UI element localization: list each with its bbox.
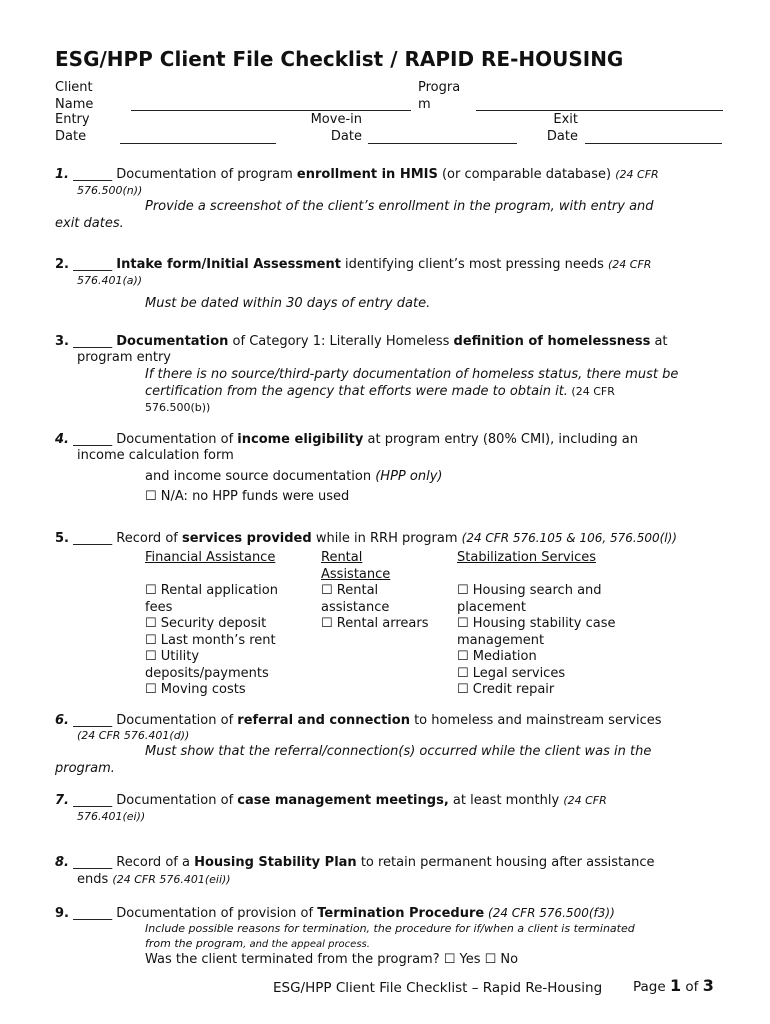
list-item: assistance — [321, 599, 390, 615]
item-4-na-checkbox[interactable]: ☐ N/A: no HPP funds were used — [145, 489, 350, 504]
terminated-question[interactable]: Was the client terminated from the program? ☐ Yes ☐ No — [145, 952, 519, 967]
item-1-note-cont: exit dates. — [55, 216, 124, 231]
item-7-citation: 576.401(ei)) — [77, 810, 146, 823]
checklist-item-2: 2. ______ Intake form/Initial Assessment identifying client’s most pressing needs (24 CFR — [55, 257, 652, 272]
entry-date-field[interactable] — [120, 143, 276, 144]
financial-assistance-list — [145, 583, 278, 699]
last-month-rent-checkbox[interactable]: ☐ Last month’s rent — [145, 632, 276, 648]
item-5-blank[interactable]: ______ — [73, 531, 113, 546]
exit-date-label: Exit Date — [546, 112, 578, 144]
program-label: Progra m — [418, 80, 461, 112]
list-item: deposits/payments — [145, 665, 269, 681]
item-6-note: Must show that the referral/connection(s) occurred while the client was in the — [145, 744, 652, 759]
rental-assistance-heading: Rental Assistance — [321, 550, 391, 582]
moving-costs-checkbox[interactable]: ☐ Moving costs — [145, 682, 246, 697]
item-6-note-cont: program. — [55, 761, 115, 776]
item-9-note: Include possible reasons for termination, the procedure for if/when a client is terminated — [145, 922, 635, 935]
checklist-item-1: 1. ______ Documentation of program enrollment in HMIS (or comparable database) (24 CFR — [55, 167, 659, 182]
checklist-item-8: 8. ______ Record of a Housing Stability Plan to retain permanent housing after assistance — [55, 855, 655, 870]
item-2-blank[interactable]: ______ — [73, 257, 113, 272]
item-2-citation: 576.401(a)) — [77, 274, 143, 287]
housing-stability-case-checkbox[interactable]: ☐ Housing stability case — [457, 616, 616, 631]
item-3-blank[interactable]: ______ — [73, 334, 113, 349]
checklist-item-4: 4. ______ Documentation of income eligibility at program entry (80% CMI), including an — [55, 432, 638, 447]
rental-application-fees-checkbox[interactable]: ☐ Rental application — [145, 583, 278, 598]
checklist-item-3: 3. ______ Documentation of Category 1: Literally Homeless definition of homelessness at — [55, 334, 668, 349]
rental-arrears-checkbox[interactable]: ☐ Rental arrears — [321, 616, 429, 631]
item-1-blank[interactable]: ______ — [73, 167, 113, 182]
program-field[interactable] — [476, 110, 723, 111]
exit-date-field[interactable] — [585, 143, 722, 144]
utility-deposits-checkbox[interactable]: ☐ Utility — [145, 649, 200, 664]
item-8-cont: ends (24 CFR 576.401(eii)) — [77, 872, 231, 887]
item-2-note: Must be dated within 30 days of entry date. — [145, 296, 431, 311]
item-7-blank[interactable]: ______ — [73, 793, 113, 808]
checklist-item-5: 5. ______ Record of services provided while in RRH program (24 CFR 576.105 & 106, 576.500(l)) — [55, 531, 677, 546]
client-name-field[interactable] — [131, 110, 411, 111]
item-1-citation: 576.500(n)) — [77, 184, 143, 197]
checklist-item-7: 7. ______ Documentation of case management meetings, at least monthly (24 CFR — [55, 793, 607, 808]
movein-date-field[interactable] — [368, 143, 517, 144]
financial-assistance-heading: Financial Assistance — [145, 550, 276, 565]
item-6-citation: (24 CFR 576.401(d)) — [77, 729, 190, 742]
list-item: placement — [457, 599, 526, 615]
page-title: ESG/HPP Client File Checklist / RAPID RE-HOUSING — [55, 47, 624, 71]
rental-assistance-list — [321, 583, 429, 633]
checklist-item-6: 6. ______ Documentation of referral and connection to homeless and mainstream services — [55, 713, 662, 728]
item-4-cont: income calculation form — [77, 448, 234, 463]
item-3-citation: 576.500(b)) — [145, 401, 211, 414]
list-item: fees — [145, 599, 173, 615]
movein-date-label: Move-in Date — [310, 112, 362, 144]
footer-title: ESG/HPP Client File Checklist – Rapid Re-Housing — [273, 980, 603, 996]
housing-search-checkbox[interactable]: ☐ Housing search and — [457, 583, 602, 598]
item-9-note-cont: from the program, and the appeal process. — [145, 937, 370, 950]
item-4-cont-2: and income source documentation (HPP only) — [145, 469, 443, 484]
item-9-blank[interactable]: ______ — [73, 906, 113, 921]
stabilization-services-heading: Stabilization Services — [457, 550, 597, 565]
item-3-note-cont: certification from the agency that efforts were made to obtain it. (24 CFR — [145, 384, 615, 399]
mediation-checkbox[interactable]: ☐ Mediation — [457, 649, 537, 664]
entry-date-label: Entry Date — [55, 112, 90, 144]
item-3-cont: program entry — [77, 350, 171, 365]
rental-assistance-checkbox[interactable]: ☐ Rental — [321, 583, 379, 598]
credit-repair-checkbox[interactable]: ☐ Credit repair — [457, 682, 555, 697]
item-1-note: Provide a screenshot of the client’s enrollment in the program, with entry and — [145, 199, 654, 214]
item-4-blank[interactable]: ______ — [73, 432, 113, 447]
security-deposit-checkbox[interactable]: ☐ Security deposit — [145, 616, 267, 631]
stabilization-services-list — [457, 583, 616, 699]
item-6-blank[interactable]: ______ — [73, 713, 113, 728]
item-3-note: If there is no source/third-party documentation of homeless status, there must be — [145, 367, 679, 382]
page-number: Page 1 of 3 — [633, 976, 714, 995]
item-8-blank[interactable]: ______ — [73, 855, 113, 870]
legal-services-checkbox[interactable]: ☐ Legal services — [457, 665, 566, 681]
checklist-item-9: 9. ______ Documentation of provision of Termination Procedure (24 CFR 576.500(f3)) — [55, 906, 615, 921]
client-name-label: Client Name — [55, 80, 94, 112]
list-item: management — [457, 632, 545, 648]
